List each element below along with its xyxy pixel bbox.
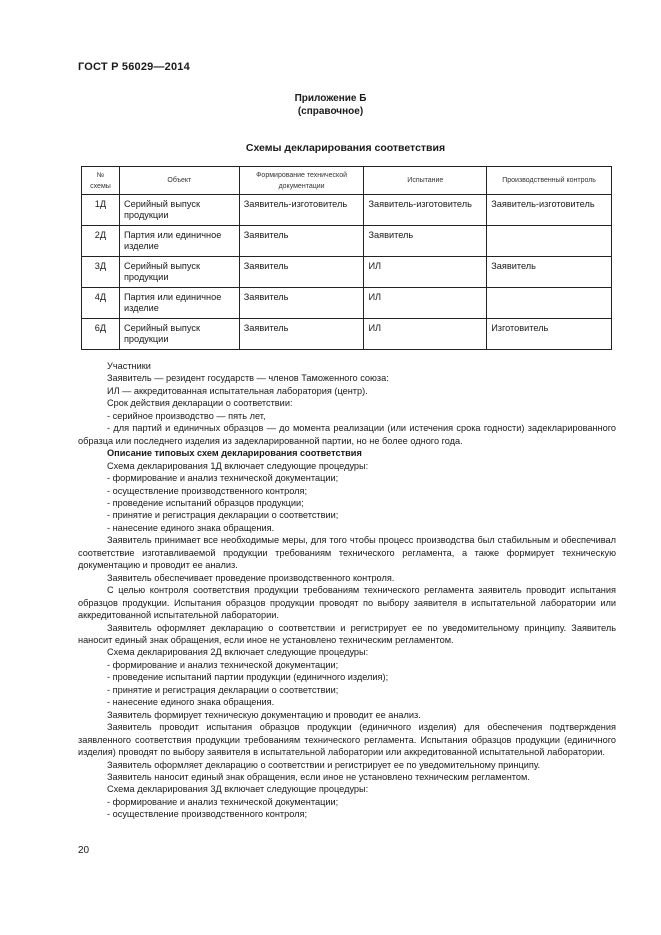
paragraph: ИЛ — аккредитованная испытательная лаборатория (центр).	[107, 385, 368, 396]
paragraph: - принятие и регистрация декларации о соответствии;	[107, 510, 339, 521]
document-header: ГОСТ Р 56029—2014	[78, 61, 190, 73]
table-header-cell: Испытание	[364, 167, 487, 195]
paragraph: Заявитель обеспечивает проведение производственного контроля.	[107, 572, 395, 583]
page-number: 20	[78, 845, 90, 856]
table-cell	[487, 288, 612, 319]
table-cell: Заявитель-изготовитель	[239, 195, 364, 226]
declaration-schemes-table	[81, 166, 612, 350]
table-cell: 4Д	[82, 288, 120, 319]
table-header-cell: Объект	[119, 167, 239, 195]
table-cell: 6Д	[82, 319, 120, 350]
table-title: Схемы декларирования соответствия	[245, 142, 446, 154]
table-cell: Заявитель	[487, 257, 612, 288]
appendix-heading	[0, 92, 661, 118]
paragraph: Схема декларирования 1Д включает следующие процедуры:	[107, 460, 369, 471]
paragraph: - проведение испытаний образцов продукции;	[107, 497, 304, 508]
table-cell: 1Д	[82, 195, 120, 226]
paragraph: - осуществление производственного контроля;	[107, 809, 308, 820]
paragraph: С целью контроля соответствия продукции требованиям технического регламента заявитель проводит испытания образцов продукции. Испытания образцов продукции проводят по выбору заявителя в испытательной лаборатории или аккредитованной испытательной лаборатории.	[78, 585, 616, 621]
paragraph: - для партий и единичных образцов — до момента реализации (или истечения срока годности) задекларированного образца или последнего изделия из задекларированной партии, но не более одного года.	[78, 423, 616, 446]
paragraph: Заявитель проводит испытания образцов продукции (единичного изделия) для обеспечения подтверждения заявленного соответствия продукции требованиям технического регламента. Испытания образцов продукции (единичного изделия) проводят по выбору заявителя в испытательной лаборатории или аккредитованной испытательной лаборатории.	[78, 722, 616, 758]
paragraph: Схема декларирования 3Д включает следующие процедуры:	[107, 784, 369, 795]
paragraph: - осуществление производственного контроля;	[107, 485, 308, 496]
paragraph: Заявитель формирует техническую документацию и проводит ее анализ.	[107, 709, 421, 720]
table-cell: Серийный выпуск продукции	[119, 195, 239, 226]
paragraph: - формирование и анализ технической документации;	[107, 796, 339, 807]
paragraph: Заявитель принимает все необходимые меры, для того чтобы процесс производства был стабильным и обеспечивал соответствие изготавливаемой продукции требованиям технического регламента, а также формирует техническую документацию и проводит ее анализ.	[78, 535, 616, 571]
table-cell: Заявитель	[239, 226, 364, 257]
body-text	[78, 360, 616, 821]
paragraph: Участники	[107, 361, 151, 371]
table-cell	[487, 226, 612, 257]
paragraph: - нанесение единого знака обращения.	[107, 697, 275, 708]
table-cell: 2Д	[82, 226, 120, 257]
table-cell: Партия или единичное изделие	[119, 288, 239, 319]
appendix-title: Приложение Б	[294, 93, 367, 104]
section-heading: Описание типовых схем декларирования соответствия	[107, 448, 362, 459]
paragraph: - принятие и регистрация декларации о соответствии;	[107, 684, 339, 695]
paragraph: - проведение испытаний партии продукции (единичного изделия);	[107, 672, 389, 683]
table-cell: ИЛ	[364, 257, 487, 288]
table-row	[82, 319, 612, 350]
table-cell: Серийный выпуск продукции	[119, 257, 239, 288]
table-cell: 3Д	[82, 257, 120, 288]
table-cell: Заявитель	[239, 288, 364, 319]
table-cell: Изготовитель	[487, 319, 612, 350]
table-cell: ИЛ	[364, 288, 487, 319]
table-cell: Заявитель-изготовитель	[364, 195, 487, 226]
table-cell: Заявитель	[239, 319, 364, 350]
paragraph: Заявитель оформляет декларацию о соответствии и регистрирует ее по уведомительному принципу. Заявитель наносит единый знак обращения, если иное не установлено техническим регламентом.	[78, 622, 616, 645]
table-header-row	[82, 167, 612, 195]
paragraph: Схема декларирования 2Д включает следующие процедуры:	[107, 647, 369, 658]
paragraph: Заявитель — резидент государств — членов Таможенного союза:	[107, 373, 389, 384]
paragraph: - формирование и анализ технической документации;	[107, 473, 339, 484]
paragraph: Заявитель наносит единый знак обращения, если иное не установлено техническим регламентом.	[107, 771, 530, 782]
paragraph: - серийное производство — пять лет,	[107, 410, 266, 421]
appendix-subtitle: (справочное)	[297, 106, 364, 117]
table-header-cell: Формирование технической документации	[239, 167, 364, 195]
table-header-cell: № схемы	[82, 167, 120, 195]
table-cell: ИЛ	[364, 319, 487, 350]
paragraph: - нанесение единого знака обращения.	[107, 522, 275, 533]
paragraph: - формирование и анализ технической документации;	[107, 659, 339, 670]
table-cell: Заявитель	[364, 226, 487, 257]
table-row	[82, 257, 612, 288]
table-header-cell: Производственный контроль	[487, 167, 612, 195]
table-row	[82, 226, 612, 257]
table-cell: Заявитель	[239, 257, 364, 288]
table-cell: Серийный выпуск продукции	[119, 319, 239, 350]
table-cell: Заявитель-изготовитель	[487, 195, 612, 226]
table-row	[82, 195, 612, 226]
table-row	[82, 288, 612, 319]
table-cell: Партия или единичное изделие	[119, 226, 239, 257]
paragraph: Заявитель оформляет декларацию о соответствии и регистрирует ее по уведомительному принципу.	[107, 759, 541, 770]
paragraph: Срок действия декларации о соответствии:	[107, 398, 293, 409]
